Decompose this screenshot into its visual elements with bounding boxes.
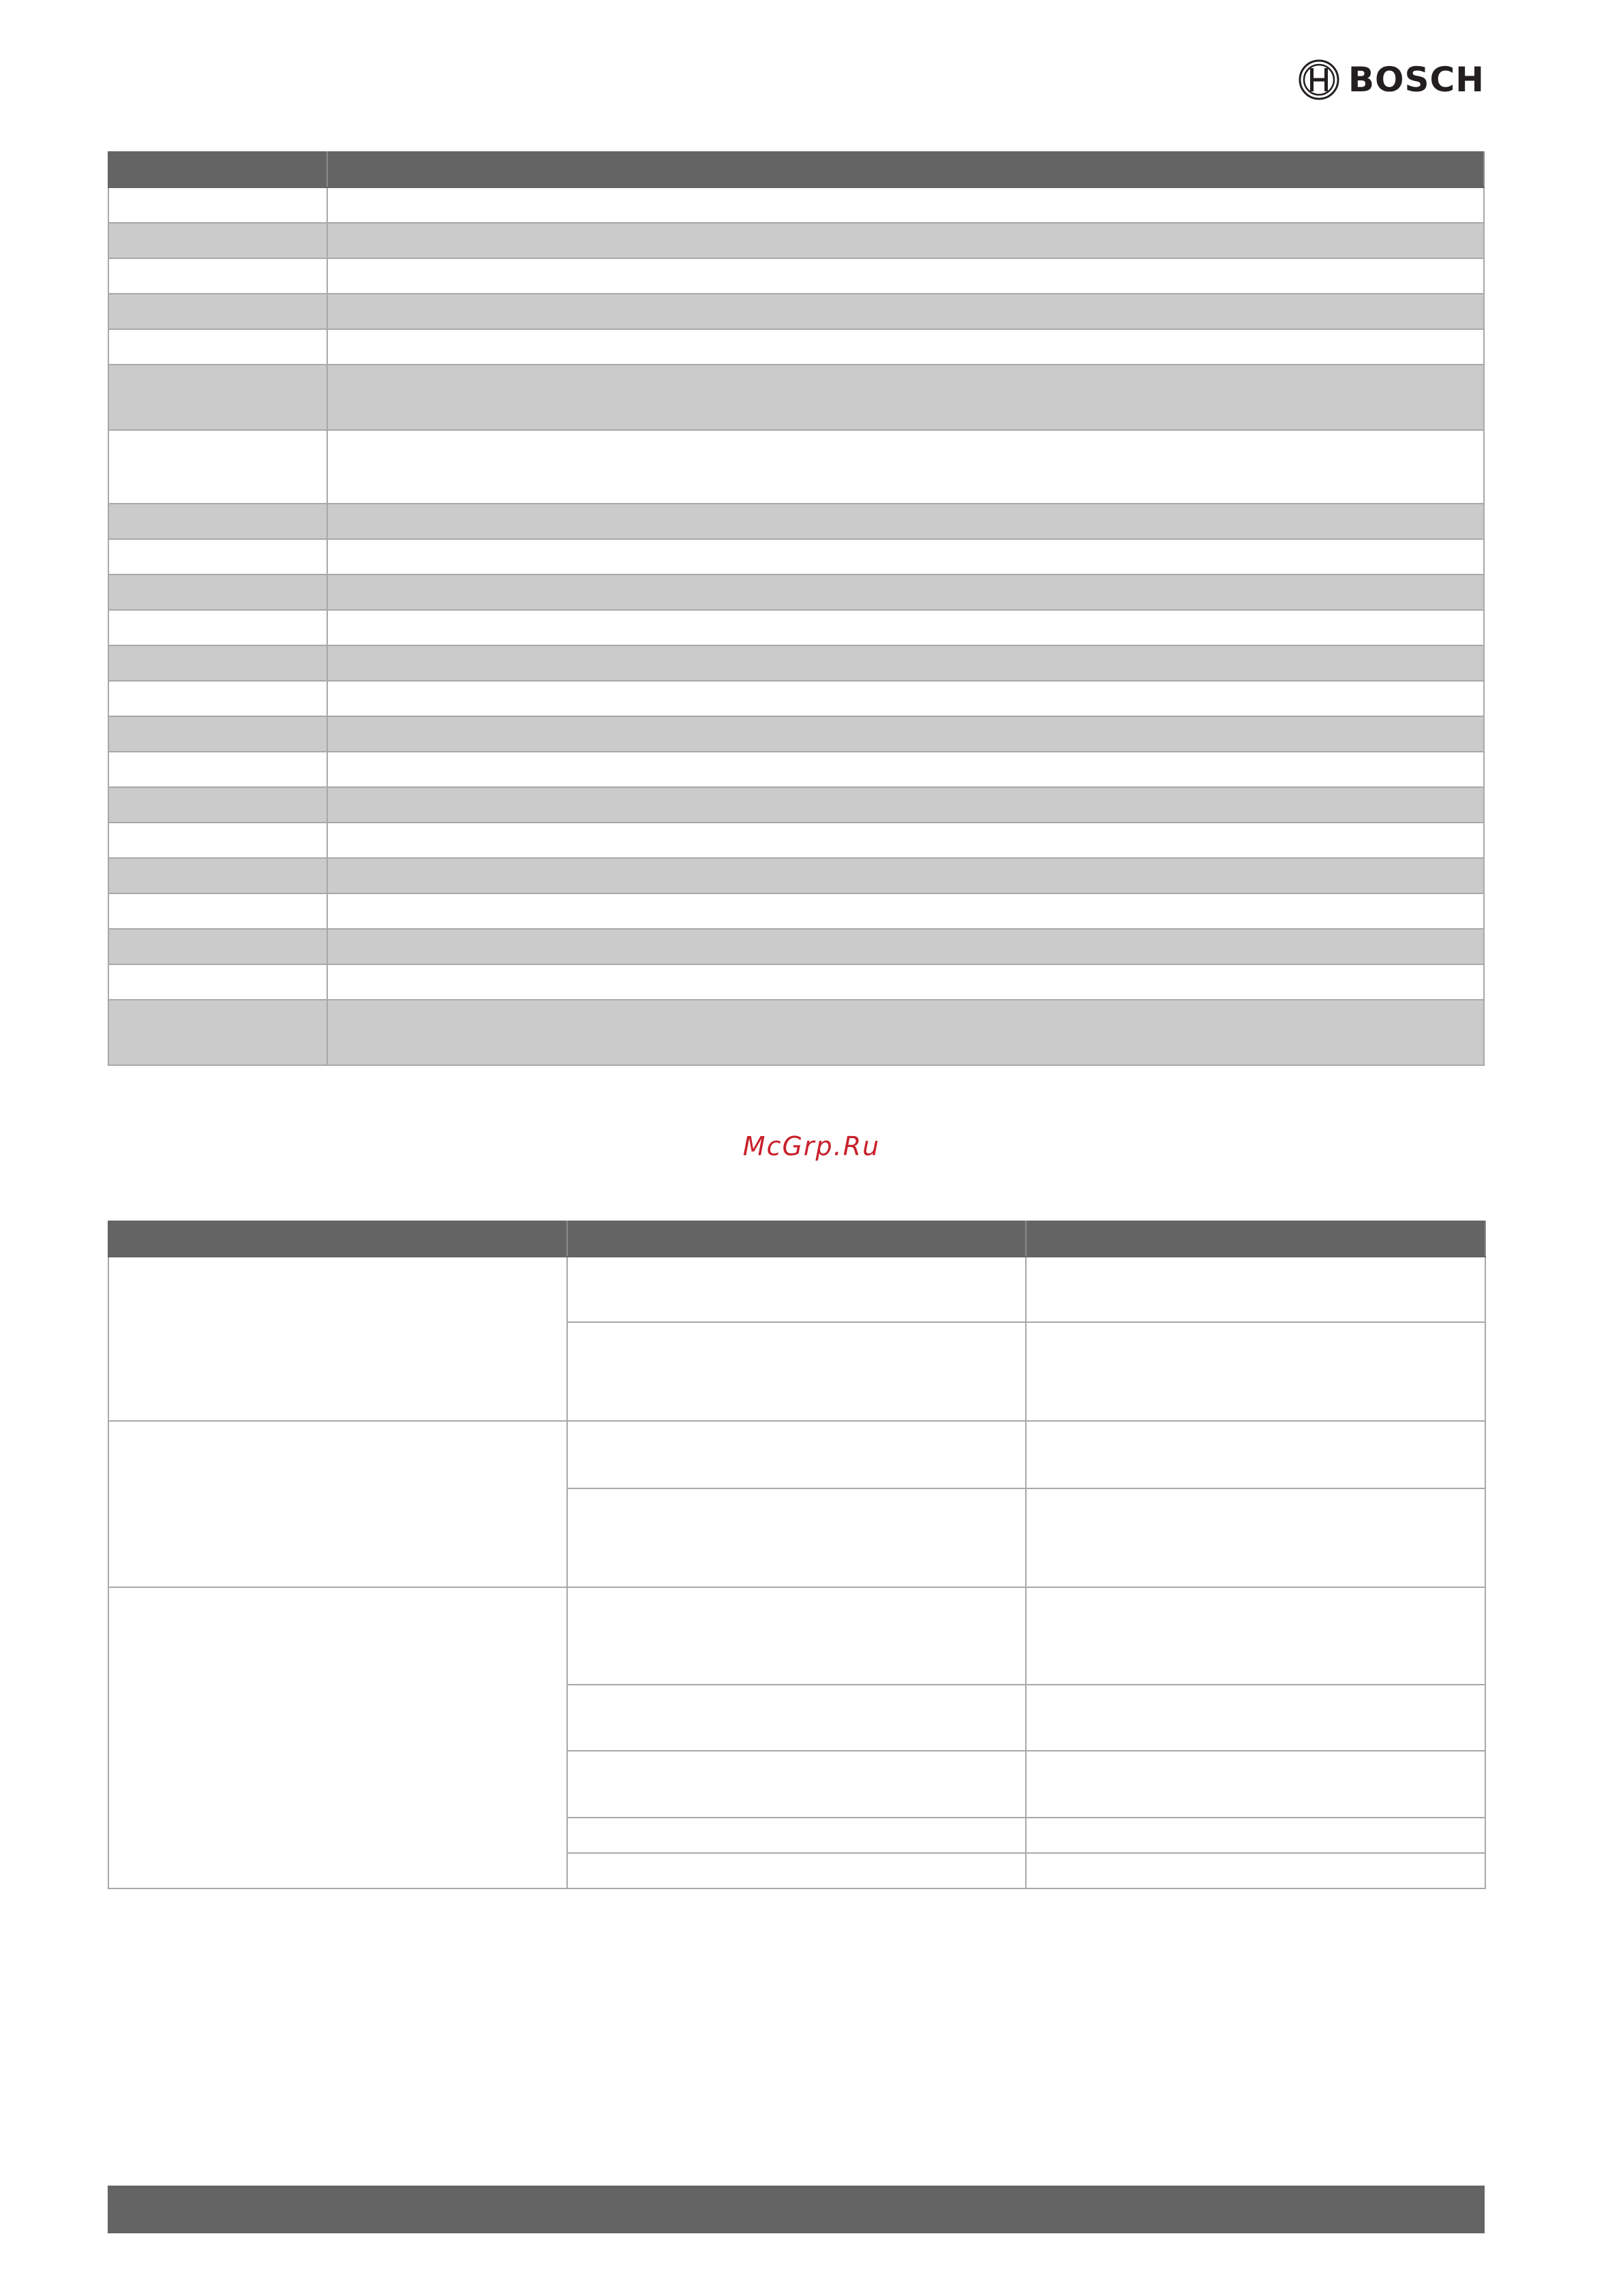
table-cell	[567, 1818, 1026, 1853]
table-cell	[1026, 1257, 1485, 1322]
table-cell	[108, 504, 327, 539]
table-cell	[1026, 1685, 1485, 1751]
table-row	[108, 1587, 1485, 1685]
brand-header	[1298, 59, 1485, 101]
specification-table	[108, 151, 1485, 1066]
table-cell	[108, 365, 327, 430]
table-cell	[1026, 1421, 1485, 1488]
table-header-row	[108, 152, 1484, 187]
table-cell	[108, 610, 327, 645]
brand-name: BOSCH	[1348, 60, 1485, 100]
table-cell	[108, 893, 327, 929]
table-cell	[108, 1587, 567, 1888]
table-cell	[108, 1421, 567, 1587]
table-row	[108, 539, 1484, 575]
table-cell	[327, 610, 1484, 645]
table-row	[108, 575, 1484, 610]
table-cell	[327, 504, 1484, 539]
table-cell	[108, 752, 327, 787]
table-cell	[327, 223, 1484, 258]
table-row	[108, 294, 1484, 329]
table-header-row	[108, 1221, 1485, 1257]
table-cell	[1026, 1322, 1485, 1421]
table-cell	[108, 716, 327, 752]
table-cell	[567, 1853, 1026, 1888]
table-cell	[108, 929, 327, 964]
table-row	[108, 787, 1484, 823]
header-cell	[327, 152, 1484, 187]
table-cell	[108, 575, 327, 610]
table-cell	[327, 858, 1484, 893]
table-cell	[327, 823, 1484, 858]
table-row	[108, 1421, 1485, 1488]
table-row	[108, 223, 1484, 258]
table-cell	[327, 430, 1484, 504]
header-cell	[567, 1221, 1026, 1257]
table-cell	[108, 539, 327, 575]
table-cell	[327, 929, 1484, 964]
table-cell	[327, 365, 1484, 430]
table-row	[108, 610, 1484, 645]
table-cell	[327, 964, 1484, 1000]
table-cell	[567, 1587, 1026, 1685]
table-cell	[567, 1322, 1026, 1421]
table-row	[108, 430, 1484, 504]
table-row	[108, 258, 1484, 294]
table-cell	[108, 858, 327, 893]
table-row	[108, 716, 1484, 752]
table-cell	[108, 681, 327, 716]
bosch-armature-logo-icon	[1298, 59, 1340, 101]
table-cell	[327, 787, 1484, 823]
table-cell	[108, 430, 327, 504]
table-row	[108, 823, 1484, 858]
table-row	[108, 752, 1484, 787]
table-cell	[327, 681, 1484, 716]
table-cell	[327, 716, 1484, 752]
table-cell	[1026, 1587, 1485, 1685]
table-cell	[327, 893, 1484, 929]
table-cell	[108, 787, 327, 823]
table-cell	[1026, 1853, 1485, 1888]
table-cell	[108, 1000, 327, 1065]
table-cell	[327, 1000, 1484, 1065]
table-row	[108, 504, 1484, 539]
table-cell	[108, 645, 327, 681]
table-cell	[327, 187, 1484, 223]
header-cell	[1026, 1221, 1485, 1257]
table-row	[108, 187, 1484, 223]
table-cell	[108, 329, 327, 365]
table-cell	[327, 539, 1484, 575]
table-cell	[108, 964, 327, 1000]
troubleshooting-table	[108, 1221, 1486, 1889]
table-row	[108, 329, 1484, 365]
table-cell	[327, 294, 1484, 329]
footer-bar	[108, 2186, 1485, 2233]
header-cell	[108, 152, 327, 187]
table-row	[108, 365, 1484, 430]
table-cell	[327, 258, 1484, 294]
table-cell	[567, 1685, 1026, 1751]
table-cell	[108, 1257, 567, 1421]
table-cell	[108, 187, 327, 223]
table-cell	[1026, 1751, 1485, 1818]
table-cell	[1026, 1818, 1485, 1853]
table-cell	[108, 258, 327, 294]
table-row	[108, 1000, 1484, 1065]
table-cell	[327, 752, 1484, 787]
table-cell	[108, 223, 327, 258]
table-cell	[108, 294, 327, 329]
table-cell	[108, 823, 327, 858]
table-row	[108, 893, 1484, 929]
table-row	[108, 645, 1484, 681]
table-row	[108, 964, 1484, 1000]
table-row	[108, 929, 1484, 964]
table-cell	[1026, 1488, 1485, 1587]
table-cell	[567, 1488, 1026, 1587]
table-cell	[567, 1751, 1026, 1818]
table-cell	[567, 1421, 1026, 1488]
table-row	[108, 858, 1484, 893]
table-row	[108, 681, 1484, 716]
table-row	[108, 1257, 1485, 1322]
table-cell	[327, 575, 1484, 610]
header-cell	[108, 1221, 567, 1257]
table-cell	[327, 645, 1484, 681]
watermark-text: McGrp.Ru	[742, 1131, 881, 1161]
table-cell	[327, 329, 1484, 365]
table-cell	[567, 1257, 1026, 1322]
